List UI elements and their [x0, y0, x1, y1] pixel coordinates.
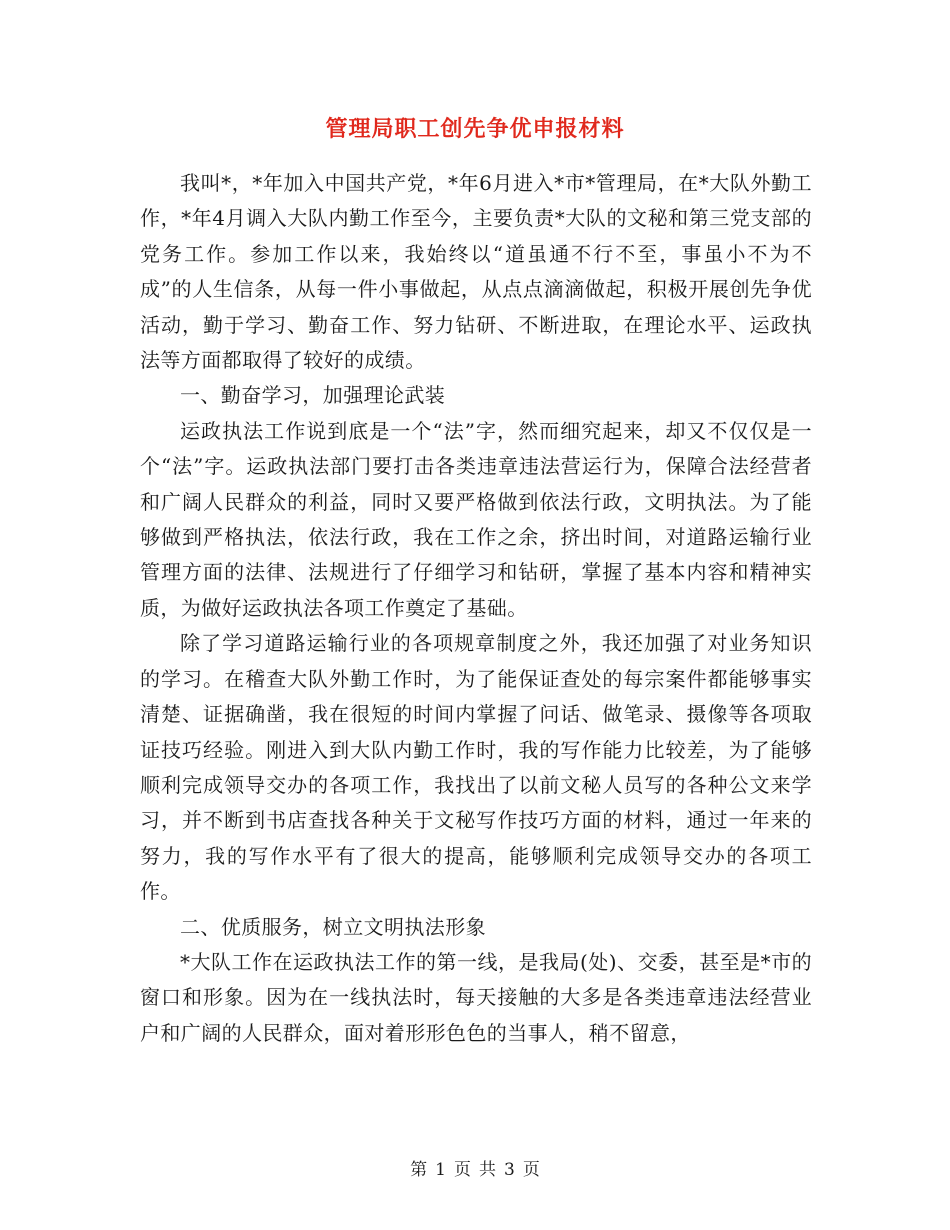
total-label: 共 [479, 1160, 496, 1180]
paragraph-service: *大队工作在运政执法工作的第一线，是我局(处)、交委，甚至是*市的窗口和形象。因为在一线执法时，每天接触的大多是各类违章违法经营业户和广阔的人民群众，面对着形形色色的当事人，稍不留意， [140, 949, 812, 1045]
section-heading-1: 一、勤奋学习，加强理论武装 [180, 383, 446, 408]
document-title: 管理局职工创先争优申报材料 [325, 116, 625, 142]
paragraph-business-study: 除了学习道路运输行业的各项规章制度之外，我还加强了对业务知识的学习。在稽查大队外勤工作时，为了能保证查处的每宗案件都能够事实清楚、证据确凿，我在很短的时间内掌握了问话、做笔录、摄像等各项取证技巧经验。刚进入到大队内勤工作时，我的写作能力比较差，为了能够顺利完成领导交办的各项工作，我找出了以前文秘人员写的各种公文来学习，并不断到书店查找各种关于文秘写作技巧方面的材料，通过一年来的努力，我的写作水平有了很大的提高，能够顺利完成领导交办的各项工作。 [140, 631, 812, 904]
page-footer [0, 1155, 950, 1180]
total-pages: 3 [504, 1160, 515, 1180]
document-body [140, 166, 812, 1051]
paragraph-law-study: 运政执法工作说到底是一个“法”字，然而细究起来，却又不仅仅是一个“法”字。运政执法部门要打击各类违章违法营运行为，保障合法经营者和广阔人民群众的利益，同时又要严格做到依法行政，文明执法。为了能够做到严格执法，依法行政，我在工作之余，挤出时间，对道路运输行业管理方面的法律、法规进行了仔细学习和钻研，掌握了基本内容和精神实质，为做好运政执法各项工作奠定了基础。 [140, 418, 812, 620]
total-unit: 页 [522, 1160, 540, 1180]
page-number: 1 [435, 1160, 446, 1180]
page-label: 第 [410, 1160, 428, 1180]
page-unit: 页 [454, 1160, 471, 1180]
section-heading-2: 二、优质服务，树立文明执法形象 [180, 914, 486, 939]
paragraph-intro: 我叫*，*年加入中国共产党，*年6月进入*市*管理局，在*大队外勤工作，*年4月调入大队内勤工作至今，主要负责*大队的文秘和第三党支部的党务工作。参加工作以来，我始终以“道虽通不行不至，事虽小不为不成”的人生信条，从每一件小事做起，从点点滴滴做起，积极开展创先争优活动，勤于学习、勤奋工作、努力钻研、不断进取，在理论水平、运政执法等方面都取得了较好的成绩。 [140, 171, 812, 373]
